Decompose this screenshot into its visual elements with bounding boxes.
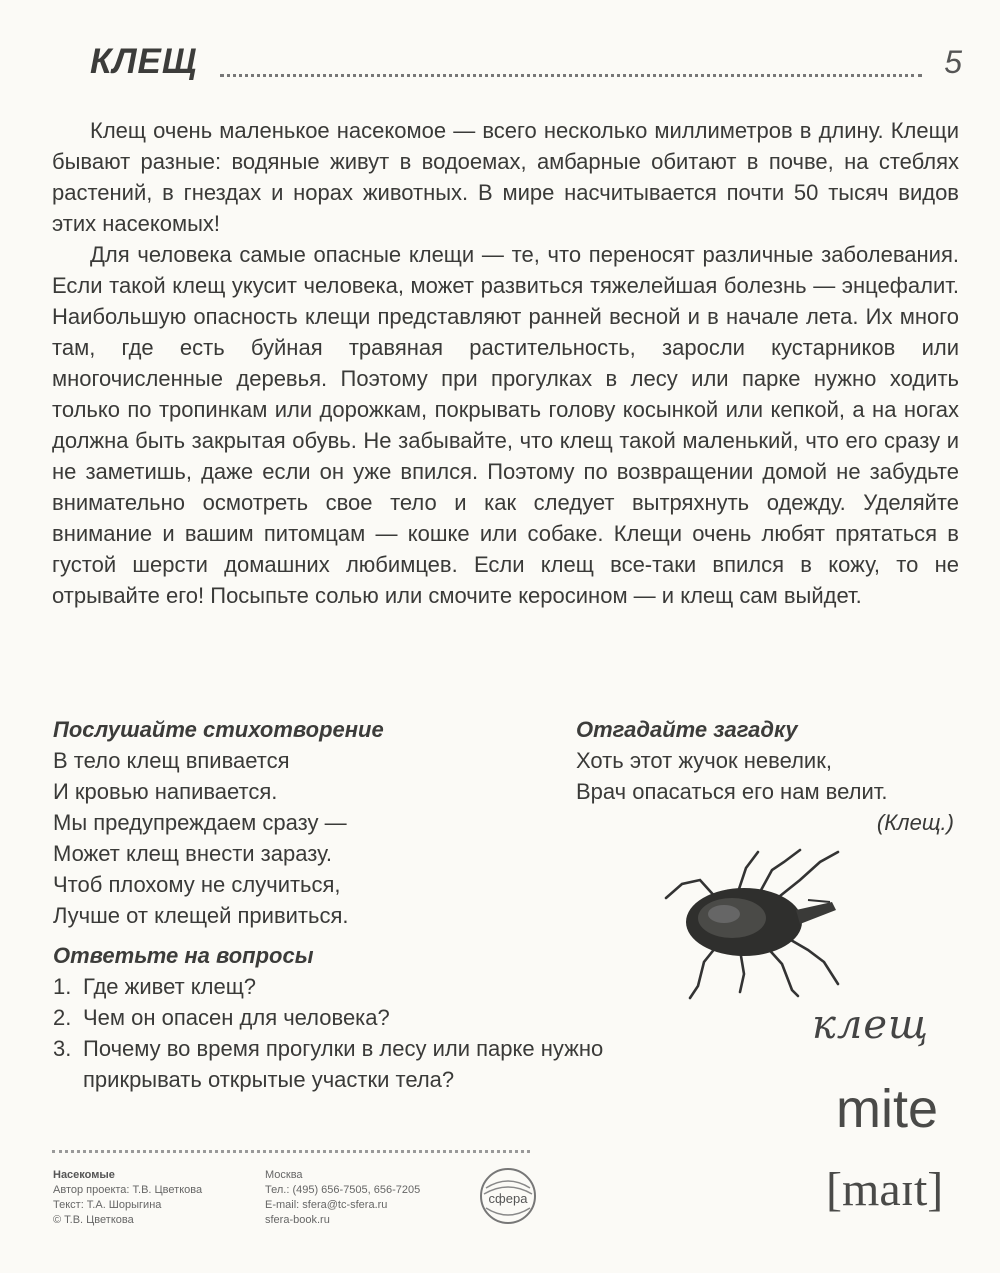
question-text: Почему во время прогулки в лесу или парке нужно прикрывать открытые участки тела? <box>83 1036 604 1092</box>
question-number: 1. <box>53 974 72 999</box>
english-word: mite <box>836 1079 939 1139</box>
poem-section <box>53 715 553 931</box>
footer-email: E-mail: sfera@tc-sfera.ru <box>265 1199 388 1211</box>
riddle-section <box>576 715 960 838</box>
page-header <box>90 40 970 90</box>
footer-text-author: Текст: Т.А. Шорыгина <box>53 1199 162 1211</box>
question-item <box>53 1002 673 1033</box>
publisher-logo <box>478 1166 538 1226</box>
poem-line: Может клещ внести заразу. <box>53 841 332 866</box>
poem-line: И кровью напивается. <box>53 779 278 804</box>
poem-line: В тело клещ впивается <box>53 748 290 773</box>
question-item <box>53 971 673 1002</box>
poem-line: Мы предупреждаем сразу — <box>53 810 347 835</box>
logo-text: сфера <box>488 1191 528 1206</box>
footer-author: Автор проекта: Т.В. Цветкова <box>53 1184 203 1196</box>
tick-illustration <box>660 840 860 1010</box>
questions-list <box>53 971 673 1095</box>
header-dotted-line <box>220 74 922 77</box>
footer-credits <box>53 1168 253 1228</box>
transcription: [maɪt] <box>826 1163 944 1216</box>
sfera-logo-icon <box>478 1166 538 1226</box>
paragraph: Для человека самые опасные клещи — те, что переносят различные заболевания. Если такой клещ укусит человека, может развиться тяжелейшая болезнь — энцефалит. Наибольшую опасность клещи представляют ранней весной и в начале лета. Их много там, где есть буйная травяная растительность, заросли кустарников или многочисленные деревья. Поэтому при прогулках в лесу или парке нужно ходить только по тропинкам или дорожкам, покрывать голову косынкой или кепкой, а на ногах должна быть закрытая обувь. Не забывайте, что клещ такой маленький, что его сразу и не заметишь, даже если он уже впился. Поэтому по возвращении домой не забудьте внимательно осмотреть свое тело и как следует вытряхнуть одежду. Уделяйте внимание и вашим питомцам — кошке или собаке. Клещи очень любят прятаться в густой шерсти домашних любимцев. Если клещ все-таки впился в кожу, то не отрывайте его! Посыпьте солью или смочите керосином — и клещ сам выйдет. <box>52 242 959 608</box>
poem-line: Лучше от клещей привиться. <box>53 903 349 928</box>
riddle-answer: (Клещ.) <box>876 810 954 835</box>
question-number: 2. <box>53 1005 72 1030</box>
tick-icon <box>660 840 860 1010</box>
question-text: Где живет клещ? <box>83 974 257 999</box>
footer-site: sfera-book.ru <box>265 1214 330 1226</box>
cursive-word: клещ <box>812 1002 930 1048</box>
riddle-line: Хоть этот жучок невелик, <box>576 748 832 773</box>
question-item <box>53 1033 673 1095</box>
footer-city: Москва <box>265 1169 303 1181</box>
question-text: Чем он опасен для человека? <box>83 1005 390 1030</box>
paragraph: Клещ очень маленькое насекомое — всего несколько миллиметров в длину. Клещи бывают разные: водяные живут в водоемах, амбарные обитают в почве, на стеблях растений, в гнездах и норах животных. В мире насчитывается почти 50 тысяч видов этих насекомых! <box>52 118 959 236</box>
footer-dotted-line <box>52 1150 530 1153</box>
footer-contacts <box>265 1168 465 1228</box>
footer-series: Насекомые <box>53 1169 115 1181</box>
riddle-line: Врач опасаться его нам велит. <box>576 779 888 804</box>
poem-line: Чтоб плохому не случиться, <box>53 872 341 897</box>
question-number: 3. <box>53 1036 72 1061</box>
footer-copyright: © Т.В. Цветкова <box>53 1214 134 1226</box>
footer-phone: Тел.: (495) 656-7505, 656-7205 <box>265 1184 421 1196</box>
riddle-heading: Отгадайте загадку <box>576 717 798 742</box>
questions-section <box>53 941 673 1095</box>
main-text <box>52 115 959 611</box>
poem-heading: Послушайте стихотворение <box>53 717 384 742</box>
page-number: 5 <box>944 44 962 80</box>
questions-heading: Ответьте на вопросы <box>53 943 314 968</box>
page-title: КЛЕЩ <box>90 42 198 81</box>
